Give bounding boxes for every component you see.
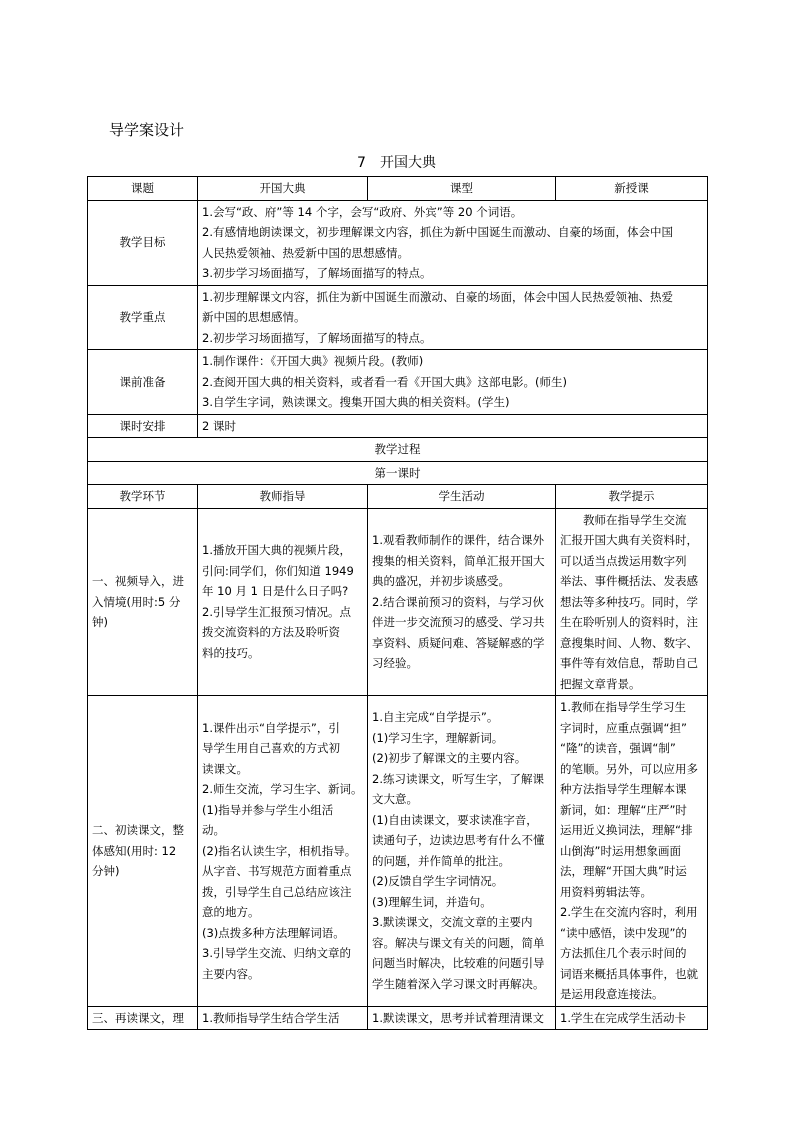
column-header-stage: 教学环节 (88, 485, 198, 509)
step-student (368, 1006, 556, 1030)
teacher-line: 读课文。 (202, 761, 248, 776)
student-line: (1)学习生字，理解新词。 (372, 730, 504, 745)
tips-line: 举法、事件概括法、发表感 (560, 574, 698, 588)
tips-line: 新词，如：理解“庄严”时 (560, 802, 687, 817)
process-title: 教学过程 (88, 438, 708, 462)
student-line: 读通句子，边读边思考有什么不懂 (372, 833, 545, 848)
goal-line: 3.初步学习场面描写，了解场面描写的特点。 (202, 266, 432, 280)
focus-line: 新中国的思想感情。 (202, 310, 306, 324)
teacher-line: 1.教师指导学生结合学生活 (202, 1010, 340, 1025)
tips-line: 方法抓住几个表示时间的 (560, 946, 687, 960)
student-line: 习经验。 (372, 656, 418, 670)
teacher-line: 3.引导学生交流、归纳文章的 (202, 946, 351, 960)
tips-line: 是运用段意连接法。 (560, 987, 664, 1001)
teacher-line: (2)指名认读生字，相机指导。 (202, 843, 357, 858)
step-teacher (198, 508, 368, 696)
step-stage (88, 696, 198, 1007)
step-stage (88, 508, 198, 696)
teacher-line: 料的技巧。 (202, 645, 260, 660)
schedule-value: 2 课时 (198, 414, 708, 438)
tips-line: 运用近义换词法，理解“排 (560, 823, 693, 837)
tips-line: “读中感悟，读中发现”的 (560, 925, 687, 940)
document-heading: 导学案设计 (109, 121, 185, 139)
step-student (368, 696, 556, 1007)
prep-line: 1.制作课件：《开国大典》视频片段。(教师) (202, 354, 424, 368)
prep-line: 3.自学生字词，熟读课文。搜集开国大典的相关资料。(学生) (202, 395, 510, 409)
info-row (88, 177, 708, 201)
step-teacher (198, 1006, 368, 1030)
type-value: 新授课 (556, 177, 708, 201)
prep-content (198, 350, 708, 415)
focus-row (88, 285, 708, 350)
student-line: (2)反馈自学生字词情况。 (372, 874, 504, 889)
teacher-line: 拨，引导学生自己总结应该注 (202, 884, 352, 899)
focus-line: 2.初步学习场面描写，了解场面描写的特点。 (202, 330, 432, 345)
column-header-row (88, 485, 708, 509)
goals-row (88, 200, 708, 285)
student-line: 问题当时解决，比较难的问题引导 (372, 956, 545, 971)
step-row (88, 508, 708, 696)
step-row (88, 696, 708, 1007)
focus-content (198, 285, 708, 350)
tips-line: 字词时，应重点强调“担” (560, 720, 687, 735)
step-tips (556, 696, 708, 1007)
student-line: 2.结合课前预习的资料，与学习伙 (372, 594, 544, 609)
topic-label: 课题 (88, 177, 198, 201)
student-line: 典的盛况，并初步谈感受。 (372, 574, 510, 588)
student-line: 3.默读课文，交流文章的主要内 (372, 915, 533, 930)
prep-label: 课前准备 (88, 350, 198, 415)
tips-line: 1.学生在完成学生活动卡 (560, 1010, 686, 1025)
teacher-line: 1.课件出示“自学提示”，引 (202, 720, 340, 735)
tips-line: 事件等有效信息，帮助自己 (560, 656, 698, 670)
process-title-row (88, 438, 708, 462)
lesson-title (0, 152, 793, 172)
tips-line: 词语来概括具体事件，也就 (560, 966, 698, 981)
focus-line: 1.初步理解课文内容，抓住为新中国诞生而激动、自豪的场面，体会中国人民热爱领袖、热爱 (202, 289, 673, 304)
tips-line: “隆”的读音，强调“制” (560, 741, 676, 755)
tips-line: 想法等多种技巧。同时，学 (560, 594, 698, 609)
tips-line: 的笔顺。另外，可以应用多 (560, 761, 698, 776)
goal-line: 1.会写“政、府”等 14 个字，会写“政府、外宾”等 20 个词语。 (202, 204, 523, 219)
student-line: 的问题，并作简单的批注。 (372, 853, 510, 868)
teacher-line: 拨交流资料的方法及聆听资 (202, 625, 340, 640)
tips-line: 山倒海”时运用想象画面 (560, 843, 681, 858)
teacher-line: 2.师生交流，学习生字、新词。 (202, 782, 363, 796)
lesson-number: 7 (357, 155, 366, 171)
teacher-line: 主要内容。 (202, 966, 260, 981)
tips-line: 2.学生在交流内容时，利用 (560, 905, 698, 919)
tips-line: 意搜集时间、人物、数字、 (560, 635, 698, 650)
goal-line: 2.有感情地朗读课文，初步理解课文内容，抓住为新中国诞生而激动、自豪的场面，体会中国 (202, 225, 673, 239)
column-header-student: 学生活动 (368, 485, 556, 509)
prep-line: 2.查阅开国大典的相关资料，或者看一看《开国大典》这部电影。(师生) (202, 374, 567, 389)
tips-line: 汇报开国大典有关资料时， (560, 533, 698, 547)
topic-value: 开国大典 (198, 177, 368, 201)
goals-label: 教学目标 (88, 200, 198, 285)
step-tips (556, 508, 708, 696)
step-stage (88, 1006, 198, 1030)
teacher-line: 1.播放开国大典的视频片段， (202, 543, 351, 558)
student-line: 1.默读课文，思考并试着理清课文 (372, 1010, 544, 1025)
step-student (368, 508, 556, 696)
teacher-line: (3)点拨多种方法理解词语。 (202, 925, 345, 940)
student-line: (1)自由读课文，要求读准字音， (372, 812, 538, 827)
tips-line: 法，理解“开国大典”时运 (560, 864, 687, 878)
stage-line: 体感知(用时: 12 (92, 843, 177, 858)
student-line: 学生随着深入学习课文时再解决。 (372, 976, 545, 991)
teacher-line: 意的地方。 (202, 905, 260, 919)
stage-line: 钟) (92, 615, 108, 629)
tips-line: 种方法指导学生理解本课 (560, 782, 687, 796)
tips-line: 可以适当点拨运用数字列 (560, 553, 687, 568)
stage-line: 三、再读课文，理 (92, 1010, 184, 1025)
teacher-line: 动。 (202, 823, 225, 837)
column-header-teacher: 教师指导 (198, 485, 368, 509)
student-line: 享资料、质疑问难、答疑解惑的学 (372, 635, 545, 650)
student-line: 容。解决与课文有关的问题，简单 (372, 935, 545, 950)
teacher-line: 从字音、书写规范方面着重点 (202, 864, 352, 878)
tips-line: 用资料剪辑法等。 (560, 884, 652, 899)
teacher-line: 2.引导学生汇报预习情况。点 (202, 604, 351, 619)
period-title-row (88, 461, 708, 485)
tips-line: 把握文章背景。 (560, 676, 641, 691)
teacher-line: 导学生用自己喜欢的方式初 (202, 741, 340, 755)
prep-row (88, 350, 708, 415)
step-row (88, 1006, 708, 1030)
student-line: 1.观看教师制作的课件，结合课外 (372, 533, 544, 547)
step-tips (556, 1006, 708, 1030)
stage-line: 一、视频导入，进 (92, 574, 184, 588)
student-line: 2.练习读课文，听写生字，了解课 (372, 771, 544, 786)
stage-line: 入情境(用时:5 分 (92, 594, 181, 609)
period-title: 第一课时 (88, 461, 708, 485)
stage-line: 二、初读课文，整 (92, 823, 184, 837)
teacher-line: 引问:同学们，你们知道 1949 (202, 563, 354, 578)
student-line: 伴进一步交流预习的感受、学习共 (372, 615, 545, 629)
student-line: (3)理解生词，并造句。 (372, 894, 492, 909)
focus-label: 教学重点 (88, 285, 198, 350)
schedule-label: 课时安排 (88, 414, 198, 438)
student-line: 搜集的相关资料，简单汇报开国大 (372, 553, 545, 568)
lesson-name: 开国大典 (379, 155, 436, 171)
type-label: 课型 (368, 177, 556, 201)
teacher-line: (1)指导并参与学生小组活 (202, 802, 334, 817)
student-line: 文大意。 (372, 792, 418, 807)
student-line: 1.自主完成“自学提示”。 (372, 710, 499, 725)
tips-line: 教师在指导学生交流 (583, 512, 687, 527)
tips-line: 1.教师在指导学生学习生 (560, 700, 686, 714)
step-teacher (198, 696, 368, 1007)
goal-line: 人民热爱领袖、热爱新中国的思想感情。 (202, 245, 409, 260)
teacher-line: 年 10 月 1 日是什么日子吗? (202, 584, 349, 599)
schedule-row (88, 414, 708, 438)
goals-content (198, 200, 708, 285)
column-header-tips: 教学提示 (556, 485, 708, 509)
tips-line: 生在聆听别人的资料时，注 (560, 615, 698, 629)
stage-line: 分钟) (92, 864, 120, 878)
student-line: (2)初步了解课文的主要内容。 (372, 751, 527, 766)
lesson-plan-table (87, 176, 708, 1030)
